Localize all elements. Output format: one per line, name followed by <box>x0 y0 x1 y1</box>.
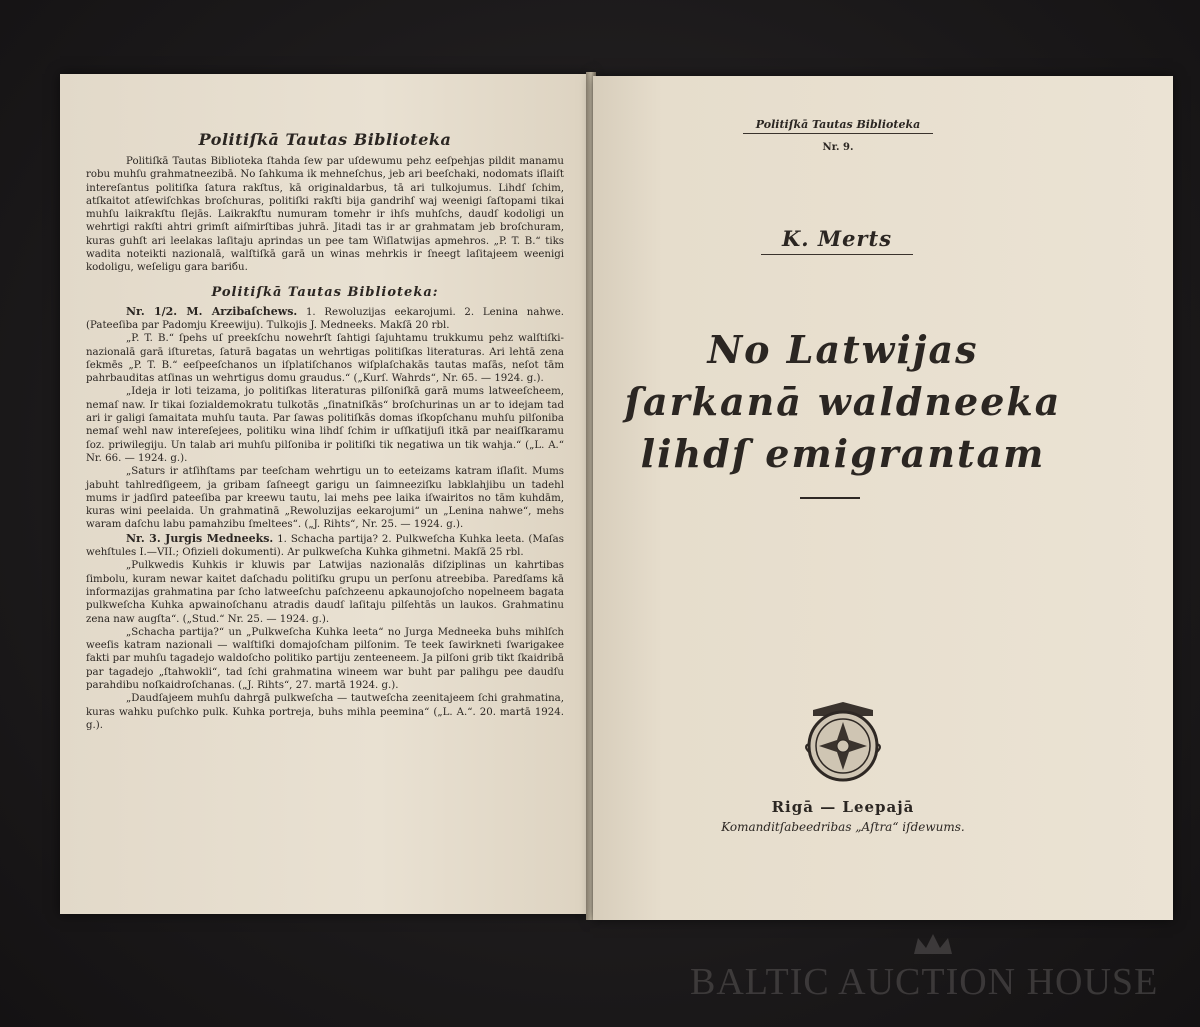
title-line: No Latwijas <box>707 327 979 372</box>
entry-text: 1. Rewoluzijas eekarojumi. 2. Lenina nahwe. (Pateeſiba par Padomju Kreewiju). Tulkojis J. Medneeks. Makſā 20 rbl. <box>86 306 564 331</box>
catalog-entry <box>86 305 564 333</box>
entry-text: „P. T. B.“ ſpehs uſ preekſchu nowehrſt ſahtigi ſajuhtamu trukkumu pehz walſtiſki-nazionalā garā iſturetas, ſaturā bagatas un wehrtigas politiſkas literaturas. Ari lehtā zena ſekmēs „P. T. B.“ eeſpeeſchanos un iſplatiſchanos wiſplaſchakās tautas maſās, neſot tām pahrbauditas atſinas un wehrtigus domu graudus.“ („Kurſ. Wahrds“, Nr. 65. — 1924. g.). <box>86 333 564 385</box>
entry-text: „Saturs ir atſihſtams par teeſcham wehrtigu un to eeteizams katram iſlaſit. Mums jabuht tahlredſigeem, ja gribam ſaſneegt garigu un ſaimneeziſku labklahjibu un tadehl mums ir jadſird pateeſiba par kreewu tautu, lai mehs pee laika iſwairitos no tām kuhdām, kuras wini peelaida. Un grahmatinā „Rewoluzijas eekarojumi“ un „Lenina nahwe“, mehs waram daſchu labu pamahzibu ſmeltees“. („J. Rihts“, Nr. 25. — 1924. g.). <box>86 466 564 531</box>
crown-icon <box>910 932 956 958</box>
entry-text: „Schacha partija?“ un „Pulkweſcha Kuhka leeta“ no Jurga Medneeka buhs mihlſch weeſis katram nazionali — walſtiſki domajoſcham pilſonim. Te teek ſawirkneti ſwarigakee fakti par muhſu tagadejo waldoſcho politiko partiju zenteeneem. Ja pilſoni grib tikt ſkaidribā par tagadejo „ſtahwokli“, tad ſchi grahmatina wineem war buht par palihgu pee daudſu parahdibu noſkaidroſchanas. („J. Rihts“, 27. martā 1924. g.). <box>86 626 564 691</box>
entry-heading: Nr. 1/2. M. Arzibaſchews. <box>126 304 298 318</box>
publication-city: Rigā — Leepajā <box>771 798 915 816</box>
series-title: Politiſkā Tautas Biblioteka <box>743 118 933 134</box>
catalog-entry <box>86 385 564 465</box>
title-divider <box>800 497 860 499</box>
left-page-content <box>86 130 564 732</box>
entry-text: 1. Schacha partija? 2. Pulkweſcha Kuhka leeta. (Maſas wehſtules I.—VII.; Ofizieli dokumenti). Ar pulkweſcha Kuhka gihmetni. Makſā 25 rbl. <box>86 533 564 559</box>
publisher-line: Komanditſabeedribas „Aſtra“ iſdewums. <box>721 820 965 834</box>
publisher-emblem-icon <box>793 696 893 784</box>
right-page <box>593 76 1173 920</box>
series-number: Nr. 9. <box>822 142 854 153</box>
entry-text: „Ideja ir loti teizama, jo politiſkas literaturas pilſoniſkā garā mums latweeſcheem, nemaſ naw. Ir tikai ſozialdemokratu tulkotās „ſinatniſkās“ broſchurinas un ar to idejam tad ari ir galigi ſamaitata muhſu tauta. Par ſawas politiſkās domas iſkopſchanu muhſu pilſoniba nemaſ wehl naw intereſejees, politiku wina lihdſ ſchim ir uſſkatijuſi itkā par neaiſſkaramu ſoz. priwilegiju. Un talab ari muhſu pilſoniba ir politiſki tik negatiwa un tik wahja.“ („L. A.“ Nr. 66. — 1924. g.). <box>86 386 564 464</box>
catalog-entry <box>86 332 564 385</box>
left-page-title: Politiſkā Tautas Bibliotekа <box>198 130 452 149</box>
title-line: ſarkanā waldneeka <box>624 379 1062 424</box>
title-line: lihdſ emigrantam <box>640 431 1046 476</box>
entry-text: „Daudſajeem muhſu dahrgā pulkweſcha — tautweſcha zeenitajeem ſchi grahmatina, kuras wahku puſchko pulk. Kuhka portreja, buhs mihla peemina“ („L. A.“. 20. martā 1924. g.). <box>86 693 564 731</box>
left-page <box>60 74 590 914</box>
catalog-entry <box>86 692 564 732</box>
catalog-entries <box>86 305 564 733</box>
watermark-text: BALTIC AUCTION HOUSE <box>690 961 1159 1003</box>
entry-text: „Pulkwedis Kuhkis ir kluwis par Latwijas nazionalās diſziplinas un kahrtibas ſimbolu, kuram newar kaitet daſchadu politiſku grupu un perſonu atreebiba. Paredſams kā informazijas grahmatina par ſcho latweeſchu paſchzeenu apkaunojoſcho nopelneem bagata pulkweſcha Kuhka apwainoſchanu atradis daudſ laſitaju pilſehtās un laukos. Grahmatinu zena naw augſta“. („Stud.“ Nr. 25. — 1924. g.). <box>86 560 564 625</box>
catalog-heading: Politiſkā Tautas Biblioteka: <box>211 284 439 300</box>
catalog-entry <box>86 626 564 692</box>
catalog-entry <box>86 465 564 531</box>
intro-paragraph: Politiſkā Tautas Biblioteka ſtahda ſew par uſdewumu pehz eeſpehjas pildit manamu robu muhſu grahmatneezibā. No ſahkuma ik mehneſchus, jeb ari beeſchaki, nodomats iſlaiſt intereſantus politiſka ſatura rakſtus, kā originaldarbus, tā ari tulkojumus. Lihdſ ſchim, atſkaitot atſewiſchkas broſchuras, politiſki rakſti bija gandrihſ waj weenigi ſaſtopami tikai muhſu laikrakſtu ſlejās. Laikrakſtu numuram tomehr ir ihſs muhſchs, daudſ kodoligi un wehrtigi rakſti ahtri grimſt aiſmirſtibas juhrā. Jitadi tas ir ar grahmatam jeb broſchuram, kuras guhſt ari leelakas laſitaju aprindas un pee tam Wiſlatwijas apmehros. „P. T. B.“ tiks wadita noteikti nazionalā, walſtiſkā garā un winas mehrkis ir ſneegt laſitajeem weenigi kodoligu, weſeligu gara bariбu. <box>86 156 564 274</box>
catalog-entry <box>86 532 564 560</box>
book-title <box>603 324 1083 480</box>
entry-heading: Nr. 3. Jurgis Medneeks. <box>126 531 274 545</box>
catalog-entry <box>86 559 564 625</box>
author-name: K. Merts <box>761 226 913 255</box>
